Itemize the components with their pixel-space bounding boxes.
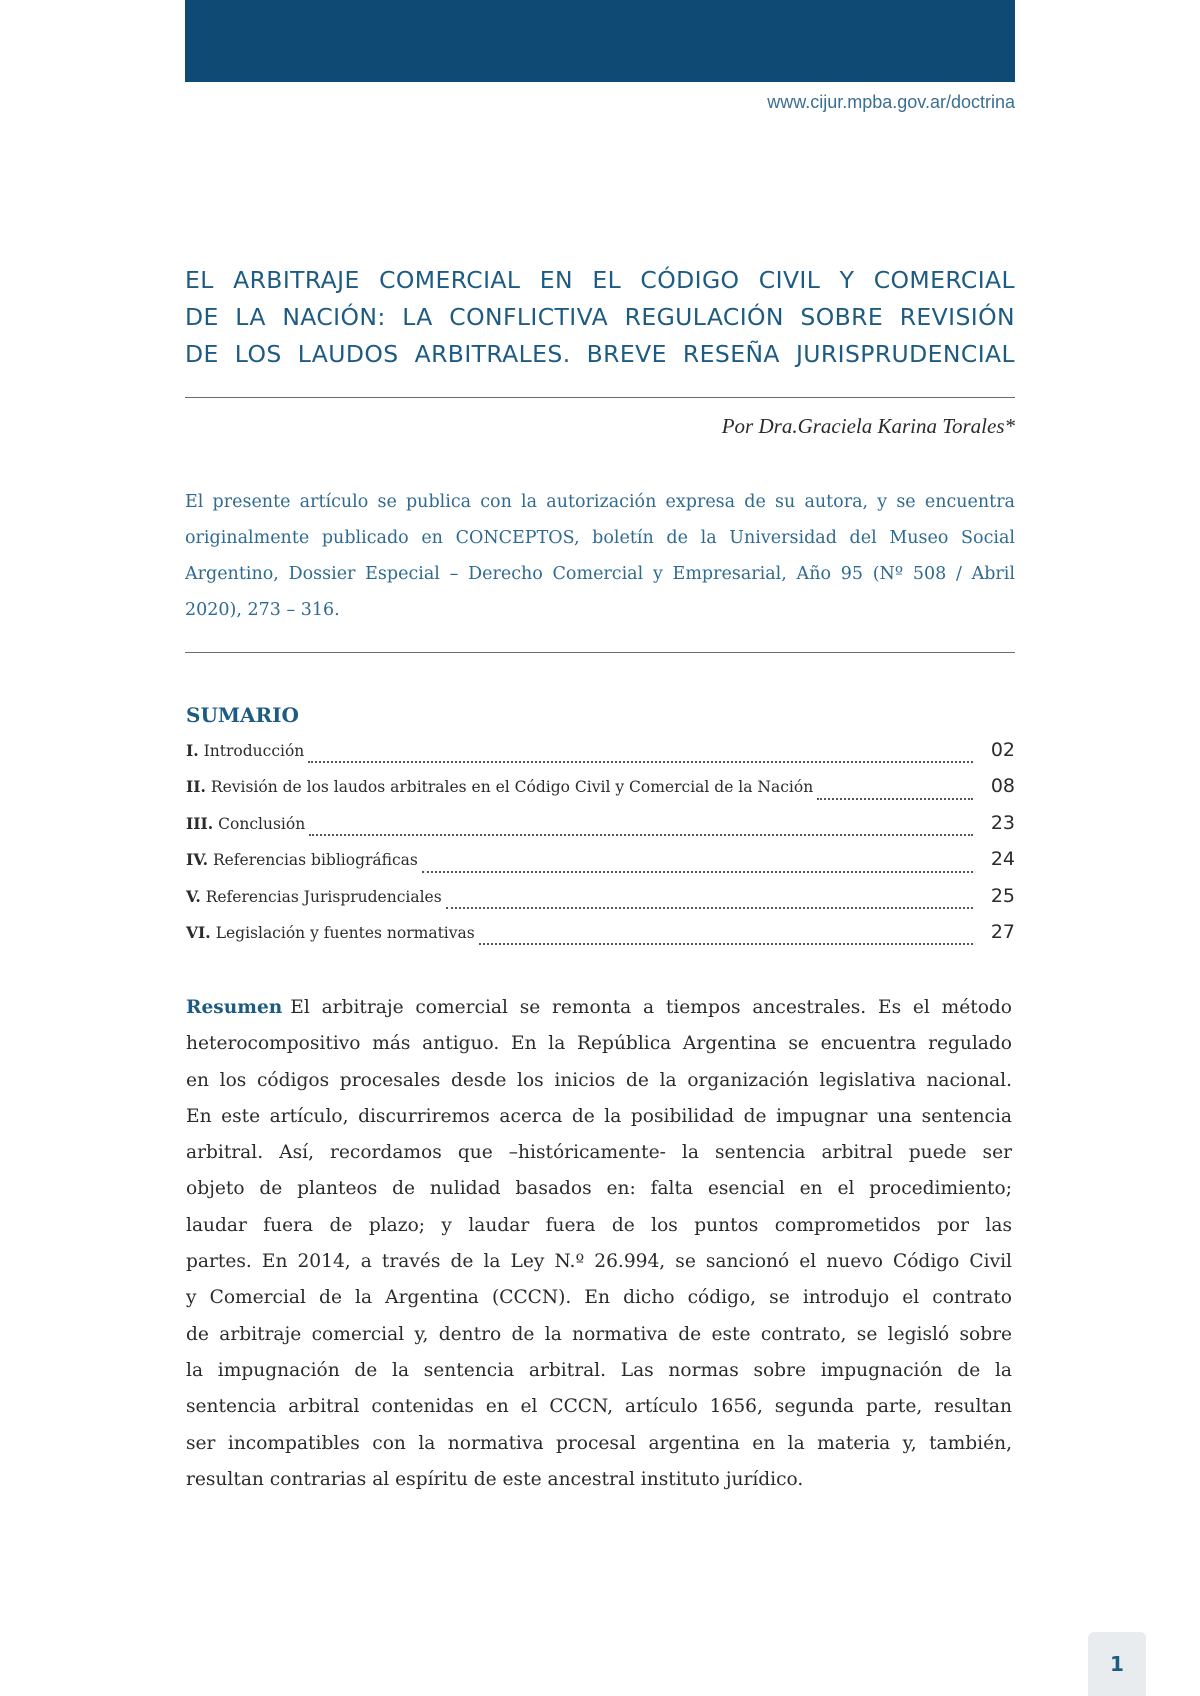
toc-entry-number: VI. xyxy=(186,922,211,942)
abstract-first-text: El arbitraje comercial se remonta a tiempos ancestrales. Es el método xyxy=(290,997,1012,1018)
page-number: 1 xyxy=(1088,1632,1146,1696)
toc-entry-number: III. xyxy=(186,813,214,833)
abstract-line xyxy=(186,990,1012,1026)
table-of-contents xyxy=(186,739,1015,957)
toc-entry-label: Introducción xyxy=(203,742,305,760)
author-byline: Por Dra.Graciela Karina Torales* xyxy=(721,414,1015,438)
toc-dot-leader xyxy=(817,794,973,800)
toc-entry[interactable] xyxy=(186,739,1015,775)
abstract-label: Resumen xyxy=(186,997,283,1018)
toc-entry-page: 25 xyxy=(990,884,1015,907)
abstract-line: En este artículo, discurriremos acerca de la posibilidad de impugnar una sentencia xyxy=(186,1105,1012,1127)
abstract-line: heterocompositivo más antiguo. En la República Argentina se encuentra regulado xyxy=(186,1033,1012,1055)
toc-entry[interactable] xyxy=(186,812,1015,848)
title-line: DE LOS LAUDOS ARBITRALES. BREVE RESEÑA JURISPRUDENCIAL xyxy=(185,340,1015,368)
header-banner xyxy=(185,0,1015,82)
abstract-line: sentencia arbitral contenidas en el CCCN, artículo 1656, segunda parte, resultan xyxy=(186,1396,1012,1418)
note-line: 2020), 273 – 316. xyxy=(185,600,340,620)
toc-entry-page: 27 xyxy=(990,920,1015,943)
abstract-line: de arbitraje comercial y, dentro de la normativa de este contrato, se legisló sobre xyxy=(186,1323,1012,1345)
abstract-line: objeto de planteos de nulidad basados en: falta esencial en el procedimiento; xyxy=(186,1178,1012,1200)
toc-entry-page: 24 xyxy=(990,848,1015,871)
toc-entry-label: Conclusión xyxy=(218,814,306,833)
abstract-line: partes. En 2014, a través de la Ley N.º 26.994, se sancionó el nuevo Código Civil xyxy=(186,1251,1012,1273)
note-line: Argentino, Dossier Especial – Derecho Comercial y Empresarial, Año 95 (Nº 508 / Abril xyxy=(185,564,1015,584)
toc-entry-number: V. xyxy=(186,886,201,906)
toc-entry-label: Referencias bibliográficas xyxy=(212,851,418,870)
toc-entry-label: Legislación y fuentes normativas xyxy=(215,923,475,942)
toc-dot-leader xyxy=(309,830,973,836)
abstract-line: en los códigos procesales desde los inicios de la organización legislativa nacional. xyxy=(186,1069,1012,1091)
divider xyxy=(185,397,1015,398)
toc-entry-label: Referencias Jurisprudenciales xyxy=(205,887,442,906)
abstract-line: y Comercial de la Argentina (CCCN). En dicho código, se introdujo el contrato xyxy=(186,1287,1012,1309)
abstract-line: la impugnación de la sentencia arbitral. Las normas sobre impugnación de la xyxy=(186,1359,1012,1381)
publication-note xyxy=(185,484,1015,628)
toc-dot-leader xyxy=(308,757,973,763)
note-line: El presente artículo se publica con la autorización expresa de su autora, y se encuentra xyxy=(185,492,1015,512)
note-line: originalmente publicado en CONCEPTOS, boletín de la Universidad del Museo Social xyxy=(185,528,1015,548)
article-title xyxy=(185,262,1015,373)
toc-entry[interactable] xyxy=(186,921,1015,957)
abstract xyxy=(186,990,1012,1498)
toc-dot-leader xyxy=(446,903,973,909)
abstract-line: laudar fuera de plazo; y laudar fuera de los puntos comprometidos por las xyxy=(186,1214,1012,1236)
toc-entry-number: I. xyxy=(186,741,199,760)
title-line: EL ARBITRAJE COMERCIAL EN EL CÓDIGO CIVIL Y COMERCIAL xyxy=(185,266,1015,294)
toc-entry-number: IV. xyxy=(186,850,208,870)
toc-entry-label: Revisión de los laudos arbitrales en el Código Civil y Comercial de la Nación xyxy=(210,778,814,797)
toc-entry-page: 23 xyxy=(990,811,1015,834)
toc-dot-leader xyxy=(422,867,973,873)
sumario-heading: SUMARIO xyxy=(186,703,299,727)
title-line: DE LA NACIÓN: LA CONFLICTIVA REGULACIÓN SOBRE REVISIÓN xyxy=(185,303,1015,331)
abstract-line: resultan contrarias al espíritu de este ancestral instituto jurídico. xyxy=(186,1468,804,1490)
toc-entry-page: 08 xyxy=(990,775,1015,798)
abstract-line: ser incompatibles con la normativa procesal argentina en la materia y, también, xyxy=(186,1432,1012,1454)
divider xyxy=(185,652,1015,653)
toc-entry[interactable] xyxy=(186,885,1015,921)
toc-entry[interactable] xyxy=(186,775,1015,811)
abstract-line: arbitral. Así, recordamos que –históricamente- la sentencia arbitral puede ser xyxy=(186,1142,1012,1164)
toc-entry[interactable] xyxy=(186,848,1015,884)
toc-entry-number: II. xyxy=(186,777,206,797)
site-url[interactable]: www.cijur.mpba.gov.ar/doctrina xyxy=(767,92,1015,112)
toc-entry-page: 02 xyxy=(990,739,1015,761)
toc-dot-leader xyxy=(479,939,973,945)
